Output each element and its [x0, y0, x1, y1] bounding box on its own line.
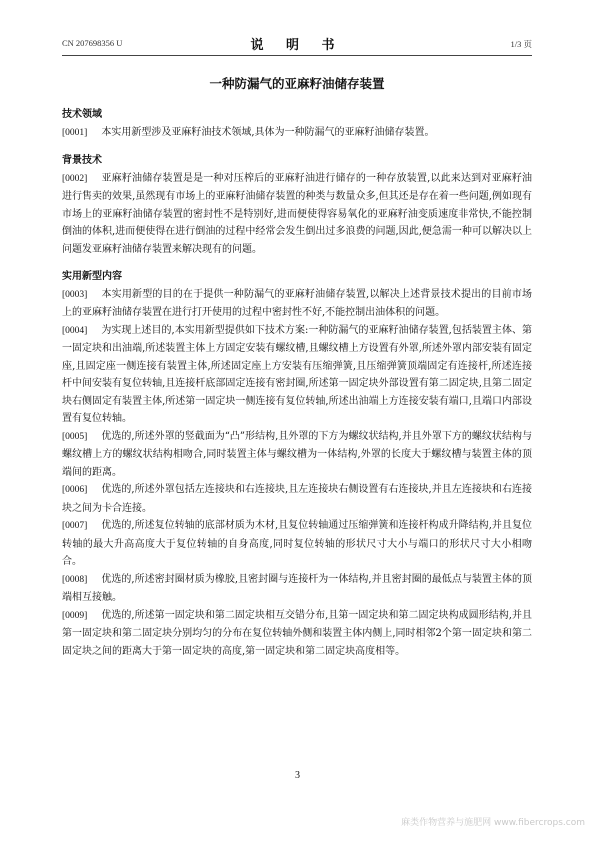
paragraph — [62, 322, 532, 428]
paragraph-text: 优选的,所述密封圈材质为橡胶,且密封圈与连接杆为一体结构,并且密封圈的最低点与装置主体的顶端相互接触。 — [62, 573, 532, 603]
paragraph-id: [0002] — [62, 173, 88, 184]
paragraph-text: 优选的,所述第一固定块和第二固定块相互交错分布,且第一固定块和第二固定块构成圆形结构,并且第一固定块和第二固定块分别均匀的分布在复位转轴外侧和装置主体内侧上,同时相邻2个第一固定块和第二固定块之间的距离大于第一固定块的高度,第一固定块和第二固定块高度相等。 — [62, 609, 532, 657]
paragraph-id: [0001] — [62, 127, 88, 138]
paragraph-text: 本实用新型的目的在于提供一种防漏气的亚麻籽油储存装置,以解决上述背景技术提出的目前市场上的亚麻籽油储存装置在进行打开使用的过程中密封性不好,不能控制出油体积的问题。 — [62, 288, 532, 318]
paragraph — [62, 124, 532, 143]
paragraph-id: [0006] — [62, 485, 88, 495]
paragraph-id: [0008] — [62, 574, 88, 585]
section-heading-tech-field: 技术领域 — [62, 109, 102, 120]
page-count: 1/3 页 — [510, 39, 532, 49]
paragraph-text: 优选的,所述复位转轴的底部材质为木材,且复位转轴通过压缩弹簧和连接杆构成升降结构,并且复位转轴的最大升高高度大于复位转轴的自身高度,同时复位转轴的形状尺寸大小与端口的形状尺寸大小相吻合。 — [62, 520, 532, 567]
paragraph — [62, 607, 532, 661]
page-header — [62, 34, 532, 52]
paragraph-text: 优选的,所述外罩包括左连接块和右连接块,且左连接块右侧设置有右连接块,并且左连接块和右连接块之间为卡合连接。 — [62, 484, 532, 514]
section-heading-content: 实用新型内容 — [62, 271, 122, 282]
paragraph — [62, 286, 532, 322]
paragraph-id: [0007] — [62, 521, 88, 531]
paragraph — [62, 517, 532, 571]
watermark: 麻类作物营养与施肥网 www.fibercrops.com — [401, 818, 585, 828]
paragraph-id: [0003] — [62, 289, 88, 300]
paragraph-id: [0004] — [62, 325, 88, 336]
paragraph — [62, 428, 532, 482]
document-title: 一种防漏气的亚麻籽油储存装置 — [209, 76, 385, 91]
paragraph-text: 优选的,所述外罩的竖截面为“凸”形结构,且外罩的下方为螺纹状结构,并且外罩下方的螺纹状结构与螺纹槽上方的螺纹状结构相吻合,同时装置主体与螺纹槽为一体结构,外罩的长度大于螺纹槽与装置主体的顶端间的距离。 — [62, 430, 532, 478]
paragraph-text: 亚麻籽油储存装置是是一种对压榨后的亚麻籽油进行储存的一种存放装置,以此来达到对亚麻籽油进行售卖的效果,虽然现有市场上的亚麻籽油储存装置的种类与数量众多,但其还是存在着一些问题,例如现有市场上的亚麻籽油储存装置的密封性不是特别好,进而便使得容易氧化的亚麻籽油变质速度非常快,不能控制倒油的体积,进而便使得在进行倒油的过程中经常会发生倒出过多浪费的问题,因此,便急需一种可以解决以上问题发亚麻籽油储存装置来解决现有的问题。 — [62, 172, 532, 255]
paragraph-id: [0009] — [62, 610, 88, 621]
paragraph — [62, 571, 532, 607]
header-rule — [62, 55, 532, 56]
document-body — [62, 106, 532, 660]
paragraph — [62, 170, 532, 259]
paragraph-id: [0005] — [62, 431, 88, 442]
paragraph-text: 本实用新型涉及亚麻籽油技术领域,具体为一种防漏气的亚麻籽油储存装置。 — [101, 126, 435, 138]
document-type: 说 明 书 — [250, 38, 344, 53]
section-heading-background: 背景技术 — [62, 155, 102, 166]
page-number: 3 — [295, 770, 300, 781]
paragraph — [62, 481, 532, 517]
publication-number: CN 207698356 U — [62, 38, 123, 48]
paragraph-text: 为实现上述目的,本实用新型提供如下技术方案:一种防漏气的亚麻籽油储存装置,包括装置主体、第一固定块和出油端,所述装置主体上方固定安装有螺纹槽,且螺纹槽上方设置有外罩,所述外罩内部安装有固定座,且固定座一侧连接有装置主体,所述固定座上方安装有压缩弹簧,且压缩弹簧顶端固定有连接杆,所述连接杆中间安装有复位转轴,且连接杆底部固定连接有密封圈,所述第一固定块外部设置有第二固定块,且第二固定块右侧固定有装置主体,所述第一固定块一侧连接有复位转轴,所述出油端上方连接安装有端口,且端口内部设置有复位转轴。 — [62, 324, 532, 424]
